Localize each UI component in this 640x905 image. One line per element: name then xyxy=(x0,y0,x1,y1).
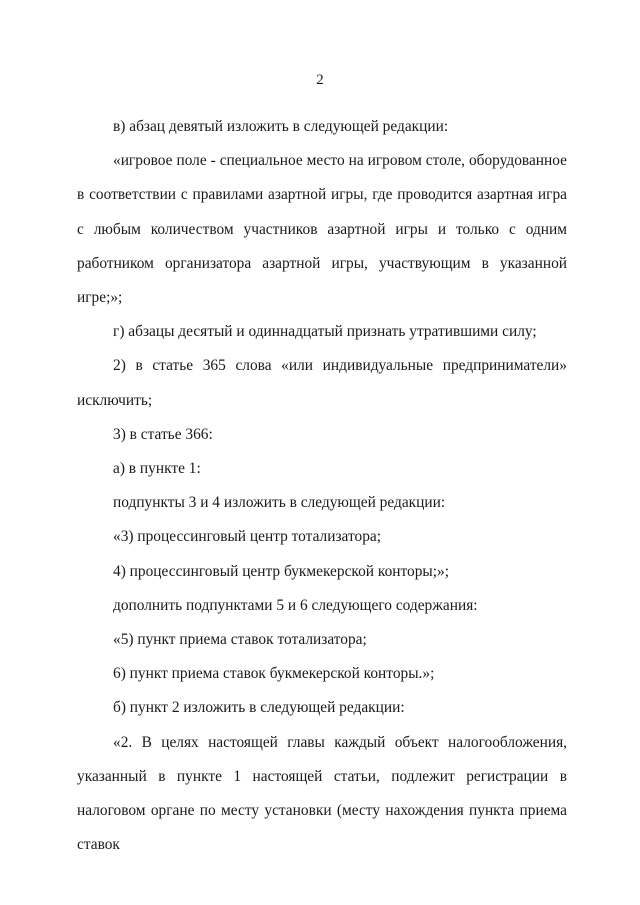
page-number: 2 xyxy=(316,72,324,88)
paragraph-subpoint-4: 4) процессинговый центр букмекерской конторы;»; xyxy=(113,562,449,580)
paragraph-subpoint-3: «3) процессинговый центр тотализатора; xyxy=(113,528,381,546)
paragraph-item-b-point-2: б) пункт 2 изложить в следующей редакции: xyxy=(113,699,405,717)
paragraph-add-subpoints-5-6: дополнить подпунктами 5 и 6 следующего содержания: xyxy=(113,596,478,614)
paragraph-item-a-point-1: а) в пункте 1: xyxy=(113,460,201,478)
paragraph-subpoint-5: «5) пункт приема ставок тотализатора; xyxy=(113,631,367,649)
document-body xyxy=(77,110,567,862)
paragraph-game-field-definition: «игровое поле - специальное место на игровом столе, оборудованное в соответствии с правилами азартной игры, где проводится азартная игра с любым количеством участников азартной игры и только с одним работником организатора азартной игры, участвующим в указанной игре;»; xyxy=(77,152,567,307)
paragraph-article-366: 3) в статье 366: xyxy=(113,425,213,443)
paragraph-point-2-text: «2. В целях настоящей главы каждый объект налогообложения, указанный в пункте 1 настоящей статьи, подлежит регистрации в налоговом органе по месту установки (месту нахождения пункта приема ставок xyxy=(77,733,567,854)
paragraph-subpoint-6: 6) пункт приема ставок букмекерской конторы.»; xyxy=(113,665,435,683)
paragraph-item-v: в) абзац девятый изложить в следующей редакции: xyxy=(113,118,449,135)
paragraph-article-365: 2) в статье 365 слова «или индивидуальные предприниматели» исключить; xyxy=(77,357,567,409)
paragraph-item-g: г) абзацы десятый и одиннадцатый признать утратившими силу; xyxy=(113,323,537,341)
paragraph-subpoints-3-4: подпункты 3 и 4 изложить в следующей редакции: xyxy=(113,494,446,512)
